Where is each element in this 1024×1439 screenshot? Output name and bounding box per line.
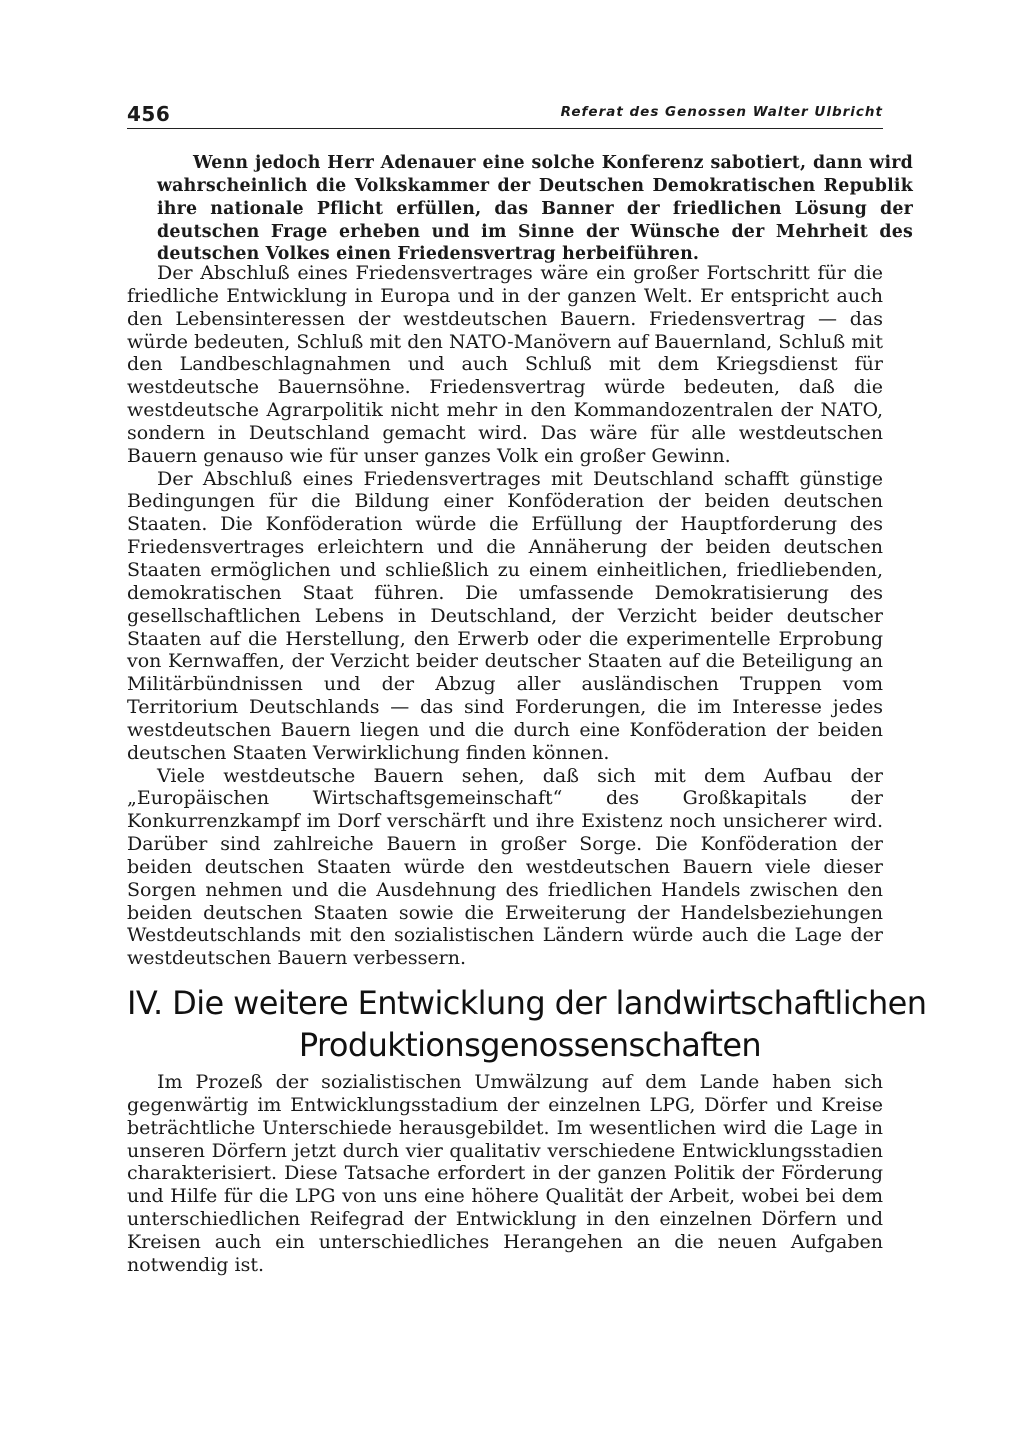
bold-paragraph: Wenn jedoch Herr Adenauer eine solche Konferenz sabotiert, dann wird wahrscheinlich die Volkskammer der Deutschen Demokratischen Republik ihre nationale Pflicht erfüllen, das Banner der friedlichen Lösung der deutschen Frage erheben und im Sinne der Wünsche der Mehrheit des deutschen Volkes einen Friedensvertrag herbeiführen. (157, 153, 913, 265)
section-heading-line-1: IV. Die weitere Entwicklung der landwirtschaftlichen (127, 984, 927, 1022)
section-heading (127, 982, 927, 1066)
paragraph-west-german-farmers: Viele westdeutsche Bauern sehen, daß sich mit dem Aufbau der „Europäischen Wirtschaftsgemeinschaft“ des Großkapitals der Konkurrenzkampf im Dorf verschärft und ihre Existenz noch unsicherer wird. Darüber sind zahlreiche Bauern in großer Sorge. Die Konföderation der beiden deutschen Staaten würde den westdeutschen Bauern viele dieser Sorgen nehmen und die Ausdehnung des friedlichen Handels zwischen den beiden deutschen Staaten sowie die Erweiterung der Handelsbeziehungen Westdeutschlands mit den sozialistischen Ländern würde auch die Lage der westdeutschen Bauern verbessern. (127, 764, 883, 970)
body-text-after-section (127, 1071, 883, 1277)
running-title: Referat des Genossen Walter Ulbricht (560, 104, 883, 120)
body-text-before-section (127, 262, 883, 970)
bold-paragraph-block (127, 152, 919, 266)
paragraph-peace-treaty-progress: Der Abschluß eines Friedensvertrages wäre ein großer Fortschritt für die friedliche Entwicklung in Europa und in der ganzen Welt. Er entspricht auch den Lebensinteressen der westdeutschen Bauern. Friedensvertrag — das würde bedeuten, Schluß mit den NATO-Manövern auf Bauernland, Schluß mit den Landbeschlagnahmen und auch Schluß mit dem Kriegsdienst für westdeutsche Bauernsöhne. Friedensvertrag würde bedeuten, daß die westdeutsche Agrarpolitik nicht mehr in den Kommandozentralen der NATO, sondern in Deutschland gemacht wird. Das wäre für alle westdeutschen Bauern genauso wie für unser ganzes Volk ein großer Gewinn. (127, 262, 883, 467)
running-header (127, 100, 883, 129)
paragraph-lpg-development: Im Prozeß der sozialistischen Umwälzung auf dem Lande haben sich gegenwärtig im Entwicklungsstadium der einzelnen LPG, Dörfer und Kreise beträchtliche Unterschiede herausgebildet. Im wesentlichen wird die Lage in unseren Dörfern jetzt durch vier qualitativ verschiedene Entwicklungsstadien charakterisiert. Diese Tatsache erfordert in der ganzen Politik der Förderung und Hilfe für die LPG von uns eine höhere Qualität der Arbeit, wobei bei dem unterschiedlichen Reifegrad der Entwicklung in den einzelnen Dörfern und Kreisen auch ein unterschiedliches Herangehen an die neuen Aufgaben notwendig ist. (127, 1071, 883, 1276)
section-heading-line-2: Produktionsgenossenschaften (298, 1026, 762, 1064)
page-number: 456 (127, 102, 171, 126)
paragraph-confederation: Der Abschluß eines Friedensvertrages mit Deutschland schafft günstige Bedingungen für die Bildung einer Konföderation der beiden deutschen Staaten. Die Konföderation würde die Erfüllung der Hauptforderung des Friedensvertrages erleichtern und die Annäherung der beiden deutschen Staaten ermöglichen und schließlich zu einem einheitlichen, friedliebenden, demokratischen Staat führen. Die umfassende Demokratisierung des gesellschaftlichen Lebens in Deutschland, der Verzicht beider deutscher Staaten auf die Herstellung, den Erwerb oder die experimentelle Erprobung von Kernwaffen, der Verzicht beider deutscher Staaten auf die Beteiligung an Militärbündnissen und der Abzug aller ausländischen Truppen vom Territorium Deutschlands — das sind Forderungen, die im Interesse jedes westdeutschen Bauern liegen und die durch eine Konföderation der beiden deutschen Staaten Verwirklichung finden können. (127, 467, 883, 764)
